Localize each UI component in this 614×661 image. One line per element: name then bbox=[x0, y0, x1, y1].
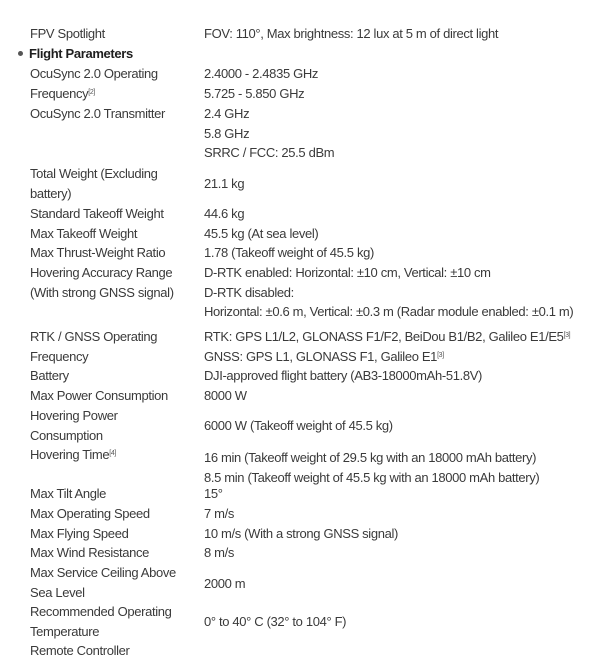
label-line: Hovering Accuracy Range bbox=[30, 265, 173, 280]
label-line: RTK / GNSS Operating bbox=[30, 329, 158, 344]
spec-value: 0° to 40° C (32° to 104° F) bbox=[204, 614, 347, 629]
spec-value: 6000 W (Takeoff weight of 45.5 kg) bbox=[204, 418, 393, 433]
spec-value: DJI-approved flight battery (AB3-18000mAh-51.8V) bbox=[204, 368, 483, 383]
value-line: 2.4 GHz bbox=[204, 106, 250, 121]
label-line: Frequency bbox=[30, 348, 89, 364]
spec-label bbox=[30, 263, 195, 302]
spec-value bbox=[204, 263, 614, 322]
label-line: Sea Level bbox=[30, 584, 85, 600]
spec-label: Max Takeoff Weight bbox=[30, 226, 138, 241]
label-line: OcuSync 2.0 Operating bbox=[30, 66, 158, 81]
spec-label: Max Wind Resistance bbox=[30, 545, 150, 560]
spec-value: 8 m/s bbox=[204, 545, 235, 560]
footnote-ref[interactable]: [2] bbox=[88, 88, 96, 96]
label-line: Temperature bbox=[30, 623, 100, 639]
label-line: Frequency bbox=[30, 85, 89, 101]
label-line: (With strong GNSS signal) bbox=[30, 284, 174, 300]
spec-label bbox=[30, 64, 195, 103]
label-line: Hovering Time bbox=[30, 447, 110, 462]
value-line: Horizontal: ±0.6 m, Vertical: ±0.3 m (Radar module enabled: ±0.1 m) bbox=[204, 304, 574, 319]
spec-label bbox=[30, 327, 195, 366]
spec-label: Max Thrust-Weight Ratio bbox=[30, 245, 166, 260]
value-line: D-RTK enabled: Horizontal: ±10 cm, Vertical: ±10 cm bbox=[204, 265, 491, 280]
spec-value: 8000 W bbox=[204, 388, 247, 403]
value-line: GNSS: GPS L1, GLONASS F1, Galileo E1 bbox=[204, 348, 438, 364]
spec-label bbox=[30, 602, 195, 641]
label-line: Consumption bbox=[30, 427, 103, 443]
spec-value: 44.6 kg bbox=[204, 206, 245, 221]
label-line: Hovering Power bbox=[30, 408, 118, 423]
spec-label: Standard Takeoff Weight bbox=[30, 206, 164, 221]
footnote-ref[interactable]: [3] bbox=[563, 332, 571, 339]
label-line: Recommended Operating bbox=[30, 604, 172, 619]
spec-value: 1.78 (Takeoff weight of 45.5 kg) bbox=[204, 245, 374, 260]
footnote-ref[interactable]: [3] bbox=[437, 351, 444, 359]
spec-label: Max Flying Speed bbox=[30, 526, 129, 541]
spec-value: FOV: 110°, Max brightness: 12 lux at 5 m of direct light bbox=[204, 26, 499, 41]
spec-value: 7 m/s bbox=[204, 506, 235, 521]
spec-label: Remote Controller bbox=[30, 643, 130, 658]
spec-value: 21.1 kg bbox=[204, 176, 245, 191]
spec-value bbox=[204, 327, 614, 366]
spec-label bbox=[30, 406, 195, 445]
section-heading-flight-parameters bbox=[18, 44, 133, 63]
spec-label: Battery bbox=[30, 368, 69, 383]
spec-label: Max Power Consumption bbox=[30, 388, 168, 403]
label-line: Max Service Ceiling Above bbox=[30, 565, 176, 580]
spec-value: 2000 m bbox=[204, 576, 246, 591]
spec-label: FPV Spotlight bbox=[30, 26, 105, 41]
spec-value bbox=[204, 64, 614, 103]
value-line: RTK: GPS L1/L2, GLONASS F1/F2, BeiDou B1/B2, Galileo E1/E5 bbox=[204, 329, 564, 344]
label-line: Total Weight (Excluding bbox=[30, 166, 158, 181]
spec-label: OcuSync 2.0 Transmitter bbox=[30, 106, 166, 121]
label-line: battery) bbox=[30, 185, 72, 201]
spec-label: Max Operating Speed bbox=[30, 506, 150, 521]
spec-label bbox=[30, 164, 195, 203]
footnote-ref[interactable]: [4] bbox=[109, 450, 116, 457]
spec-value: 10 m/s (With a strong GNSS signal) bbox=[204, 526, 398, 541]
value-line: 16 min (Takeoff weight of 29.5 kg with an 18000 mAh battery) bbox=[204, 450, 537, 465]
spec-label bbox=[30, 445, 195, 465]
value-line: 5.8 GHz bbox=[204, 125, 250, 141]
bullet-icon bbox=[18, 51, 23, 56]
section-title: Flight Parameters bbox=[29, 46, 133, 61]
spec-value: 15° bbox=[204, 486, 223, 501]
spec-label bbox=[30, 563, 195, 602]
spec-value bbox=[204, 104, 614, 163]
spec-value bbox=[204, 448, 614, 487]
value-line: 8.5 min (Takeoff weight of 45.5 kg with an 18000 mAh battery) bbox=[204, 469, 540, 485]
value-line: D-RTK disabled: bbox=[204, 284, 294, 300]
spec-value: 45.5 kg (At sea level) bbox=[204, 226, 319, 241]
value-line: 2.4000 - 2.4835 GHz bbox=[204, 66, 319, 81]
value-line: SRRC / FCC: 25.5 dBm bbox=[204, 145, 335, 160]
spec-label: Max Tilt Angle bbox=[30, 486, 107, 501]
value-line: 5.725 - 5.850 GHz bbox=[204, 85, 305, 101]
